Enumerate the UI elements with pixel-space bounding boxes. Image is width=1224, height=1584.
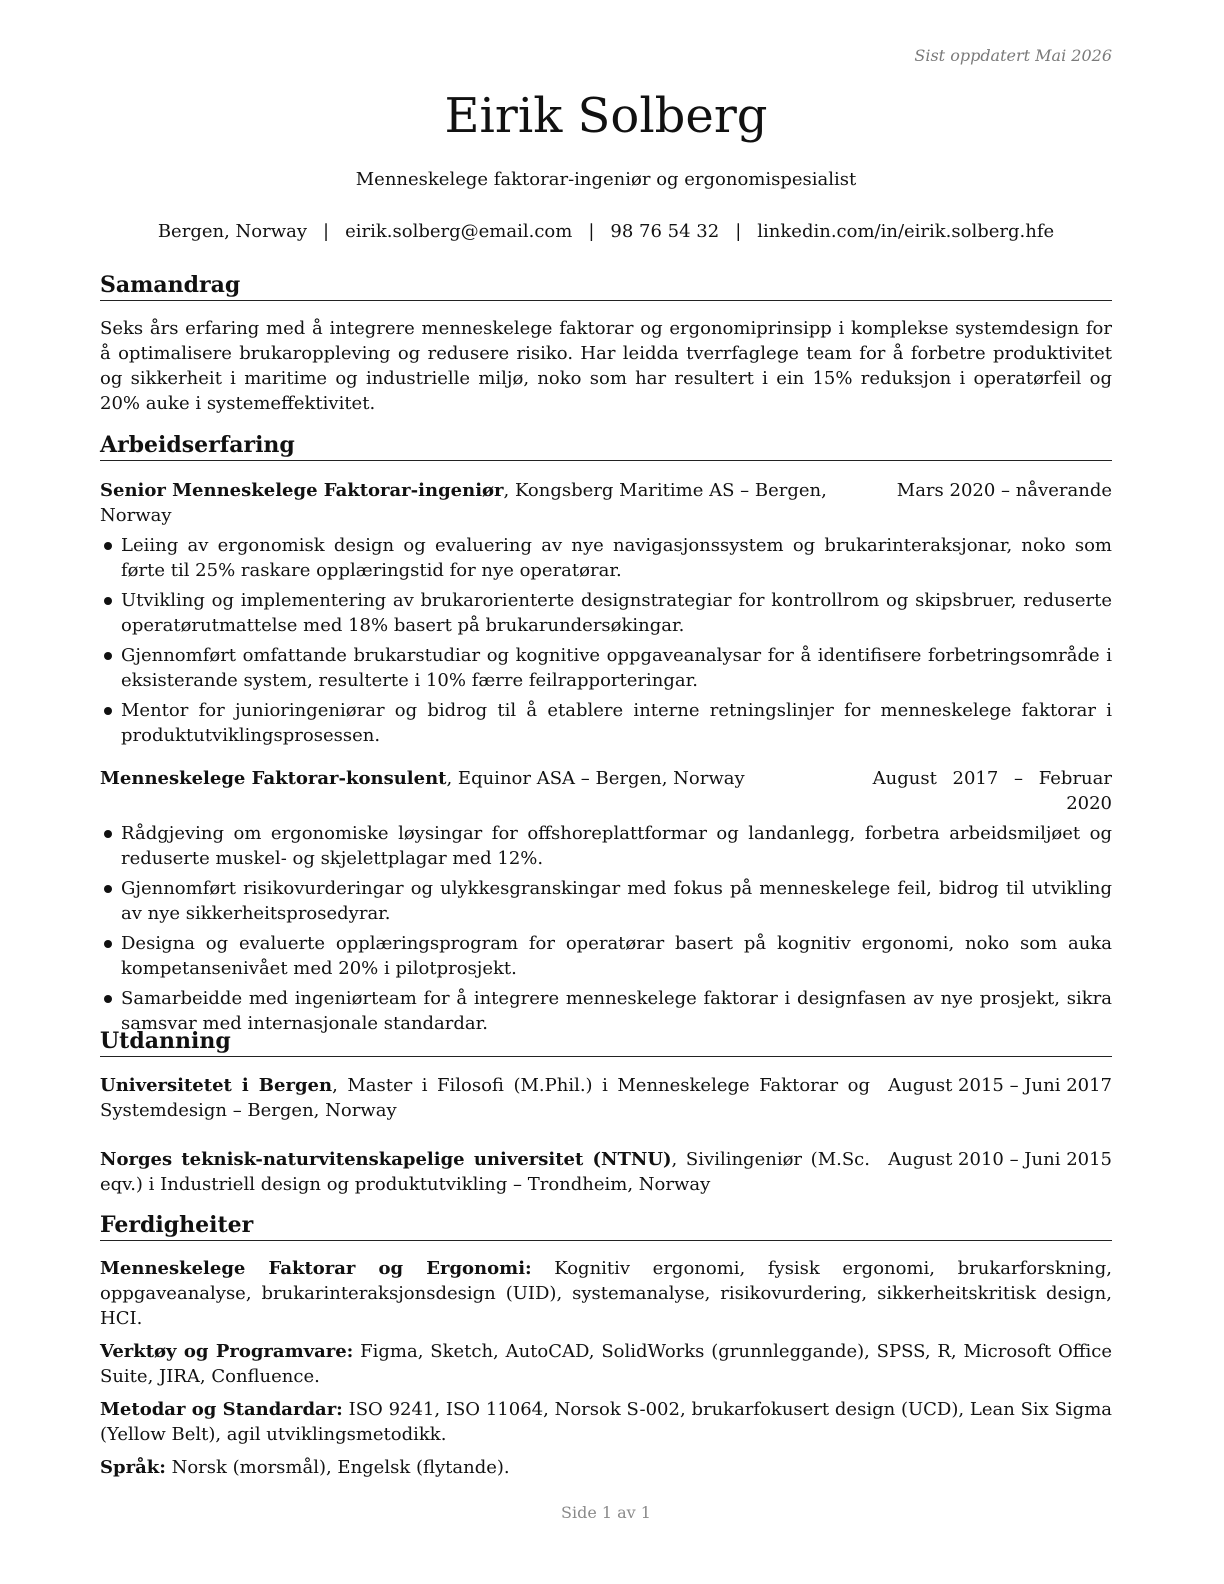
job-dates: Mars 2020 – nåverande	[896, 480, 1112, 501]
list-item: Gjennomført risikovurderingar og ulykkesgranskingar med fokus på menneskelege feil, bidrog til utvikling av nye sikkerheitsprosedyrar.	[100, 876, 1112, 926]
candidate-name: Eirik Solberg	[444, 88, 768, 144]
skill-group	[100, 1256, 1112, 1331]
job-entry	[100, 766, 1112, 1036]
education-detail	[100, 1073, 870, 1123]
skill-text: ISO 9241, ISO 11064, Norsok S-002, brukarfokusert design (UCD), Lean Six Sigma (Yellow Belt), agil utviklingsmetodikk.	[100, 1399, 1112, 1445]
list-item: Leiing av ergonomisk design og evaluering av nye navigasjonssystem og brukarinteraksjonar, noko som førte til 25% raskare opplæringstid for nye operatørar.	[100, 533, 1112, 583]
education-entry	[100, 1073, 1112, 1123]
list-item: Rådgjeving om ergonomiske løysingar for offshoreplattformar og landanlegg, forbetra arbeidsmiljøet og reduserte muskel- og skjelettplagar med 12%.	[100, 821, 1112, 871]
job-role: Menneskelege Faktorar-konsulent	[100, 768, 447, 789]
education-school: Universitetet i Bergen	[100, 1075, 333, 1096]
skill-label: Verktøy og Programvare:	[100, 1341, 354, 1362]
job-title-line	[100, 478, 897, 528]
page-number: Side 1 av 1	[561, 1503, 651, 1522]
summary-section	[100, 271, 1112, 416]
skill-text: Kognitiv ergonomi, fysisk ergonomi, brukarforskning, oppgaveanalyse, brukarinteraksjonsdesign (UID), systemanalyse, risikovurdering, sikkerheitskritisk design, HCI.	[100, 1258, 1112, 1329]
skill-group	[100, 1339, 1112, 1389]
contact-email[interactable]: eirik.solberg@email.com	[345, 221, 573, 242]
education-school: Norges teknisk-naturvitenskapelige universitet (NTNU)	[100, 1149, 672, 1170]
education-entry	[100, 1147, 1112, 1197]
section-heading-summary: Samandrag	[100, 271, 1112, 301]
education-section	[100, 1027, 1112, 1197]
job-org: , Equinor ASA – Bergen, Norway	[446, 768, 745, 789]
section-heading-skills: Ferdigheiter	[100, 1211, 1112, 1241]
contact-separator: |	[735, 221, 742, 242]
skill-label: Metodar og Standardar:	[100, 1399, 343, 1420]
contact-phone: 98 76 54 32	[610, 221, 720, 242]
job-org: , Kongsberg Maritime AS – Bergen, Norway	[100, 480, 827, 526]
education-dates: August 2010 – Juni 2015	[888, 1149, 1112, 1170]
experience-section	[100, 431, 1112, 1041]
section-heading-experience: Arbeidserfaring	[100, 431, 1112, 461]
job-dates-line: 2020	[1066, 793, 1112, 814]
candidate-title: Menneskelege faktorar-ingeniør og ergonomispesialist	[355, 169, 857, 190]
education-dates: August 2015 – Juni 2017	[888, 1075, 1112, 1096]
list-item: Gjennomført omfattande brukarstudiar og kognitive oppgaveanalysar for å identifisere forbetringsområde i eksisterande system, resulterte i 10% færre feilrapporteringar.	[100, 643, 1112, 693]
list-item: Designa og evaluerte opplæringsprogram for operatørar basert på kognitiv ergonomi, noko som auka kompetansenivået med 20% i pilotprosjekt.	[100, 931, 1112, 981]
job-bullets	[100, 533, 1112, 748]
contact-line	[100, 219, 1112, 244]
job-bullets	[100, 821, 1112, 1036]
list-item: Mentor for junioringeniørar og bidrog til å etablere interne retningslinjer for menneskelege faktorar i produktutviklingsprosessen.	[100, 698, 1112, 748]
skill-text: Norsk (morsmål), Engelsk (flytande).	[165, 1457, 510, 1478]
resume-page	[100, 0, 1112, 1584]
list-item: Utvikling og implementering av brukarorienterte designstrategiar for kontrollrom og skipsbruer, reduserte operatørutmattelse med 18% basert på brukarundersøkingar.	[100, 588, 1112, 638]
job-header	[100, 766, 1112, 816]
skill-label: Språk:	[100, 1457, 166, 1478]
job-title-line	[100, 766, 745, 791]
list-item: Samarbeidde med ingeniørteam for å integrere menneskelege faktorar i designfasen av nye prosjekt, sikra samsvar med internasjonale standardar.	[100, 986, 1112, 1036]
contact-linkedin[interactable]: linkedin.com/in/eirik.solberg.hfe	[757, 221, 1055, 242]
job-entry	[100, 478, 1112, 748]
summary-text: Seks års erfaring med å integrere menneskelege faktorar og ergonomiprinsipp i komplekse systemdesign for å optimalisere brukaroppleving og redusere risiko. Har leidda tverrfaglege team for å forbetre produktivitet og sikkerheit i maritime og industrielle miljø, noko som har resultert i ein 15% reduksjon i operatørfeil og 20% auke i systemeffektivitet.	[100, 318, 1112, 414]
skill-group	[100, 1397, 1112, 1447]
contact-separator: |	[323, 221, 330, 242]
job-header	[100, 478, 1112, 528]
section-heading-education: Utdanning	[100, 1027, 1112, 1057]
education-program: , Master i Filosofi (M.Phil.) i Menneskelege Faktorar og Systemdesign – Bergen, Norway	[100, 1075, 870, 1121]
skills-section	[100, 1211, 1112, 1480]
education-program: , Sivilingeniør (M.Sc. eqv.) i Industriell design og produktutvikling – Trondheim, Norway	[100, 1149, 870, 1195]
contact-location: Bergen, Norway	[157, 221, 308, 242]
skill-text: Figma, Sketch, AutoCAD, SolidWorks (grunnleggande), SPSS, R, Microsoft Office Suite, JIRA, Confluence.	[100, 1341, 1112, 1387]
job-dates	[873, 766, 1112, 816]
skill-group	[100, 1455, 1112, 1480]
job-dates-line: August 2017 – Februar	[872, 768, 1112, 789]
contact-separator: |	[588, 221, 595, 242]
education-detail	[100, 1147, 870, 1197]
job-role: Senior Menneskelege Faktorar-ingeniør	[100, 480, 504, 501]
skill-label: Menneskelege Faktorar og Ergonomi:	[100, 1258, 532, 1279]
last-updated: Sist oppdatert Mai 2026	[914, 46, 1112, 65]
